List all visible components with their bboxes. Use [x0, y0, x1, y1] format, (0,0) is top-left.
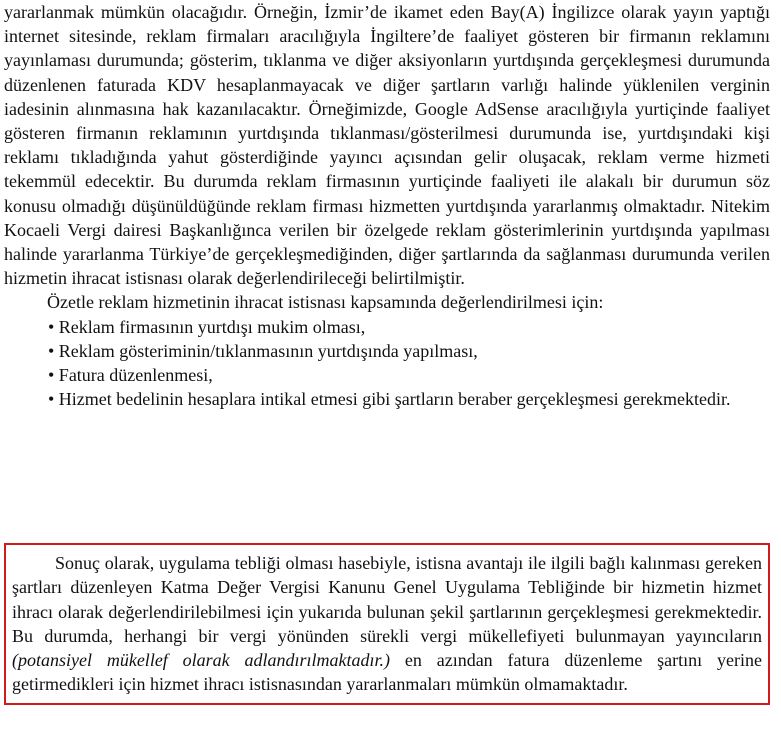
list-item: • Reklam gösteriminin/tıklanmasının yurtdışında yapılması,: [48, 340, 478, 361]
conditions-list: [4, 315, 770, 412]
conclusion-text-start: Sonuç olarak, uygulama tebliği olması hasebiyle, istisna avantajı ile ilgili bağlı kalınması gereken şartları düzenleyen Katma Değer Vergisi Kanunu Genel Uygulama Tebliğinde bir hizmetin hizmet ihracı olarak değerlendirilebilmesi için yukarıda bulunan şekil şartlarının gerçekleşmesi gerekmektedir. Bu durumda, herhangi bir vergi yönünden sürekli vergi mükellefiyeti bulunmayan yayıncıların: [12, 553, 762, 646]
paragraph-example: yararlanmak mümkün olacağıdır. Örneğin, İzmir’de ikamet eden Bay(A) İngilizce olarak yayın yaptığı internet sitesinde, reklam firmaları aracılığıyla İngiltere’de faaliyet gösteren bir firmanın reklamını yayınlaması durumunda; gösterim, tıklanma ve diğer aksiyonların yurtdışında gerçekleşmesi durumunda düzenlenen faturada KDV hesaplanmayacak ve diğer şartların varlığı halinde yüklenilen verginin iadesinin alınmasına hak kazanılacaktır. Örneğimizde, Google AdSense aracılığıyla yurtiçinde faaliyet gösteren firmanın reklamının yurtdışında tıklanması/gösterilmesi durumunda ise, yurtdışındaki kişi reklamı tıkladığında yahut gösterdiğinde yayıncı açısından gelir oluşacak, reklam verme hizmeti tekemmül edecektir. Bu durumda reklam firmasının yurtiçinde faaliyeti ile alakalı bir durumun söz konusu olmadığı düşünüldüğünde reklam firması hizmetten yurtdışında yararlanmış olmaktadır. Nitekim Kocaeli Vergi dairesi Başkanlığınca verilen bir özelgede reklam gösterimlerinin yurtdışında yapılması halinde yararlanma Türkiye’de gerçekleşmediğinden, diğer şartlarında da sağlanması durumunda verilen hizmetin ihracat istisnası olarak değerlendirileceği belirtilmiştir.: [4, 2, 770, 289]
document-page: [4, 0, 778, 695]
paragraph-conclusion: [12, 551, 762, 697]
list-item: • Reklam firmasının yurtdışı mukim olması,: [48, 316, 366, 337]
conclusion-text-italic: (potansiyel mükellef olarak adlandırılmaktadır.): [12, 650, 391, 671]
list-item: • Hizmet bedelinin hesaplara intikal etmesi gibi şartların beraber gerçekleşmesi gerekmektedir.: [48, 389, 731, 410]
conclusion-text-end: en azından fatura düzenleme şartını yerine getirmedikleri için hizmet ihracı istisnasından yararlanmaları mümkün olmamaktadır.: [12, 650, 762, 695]
paragraph-summary-intro: Özetle reklam hizmetinin ihracat istisnası kapsamında değerlendirilmesi için:: [47, 292, 604, 313]
list-item: • Fatura düzenlenmesi,: [48, 365, 213, 386]
document-body: [4, 0, 770, 411]
highlighted-conclusion-box: [4, 543, 770, 705]
